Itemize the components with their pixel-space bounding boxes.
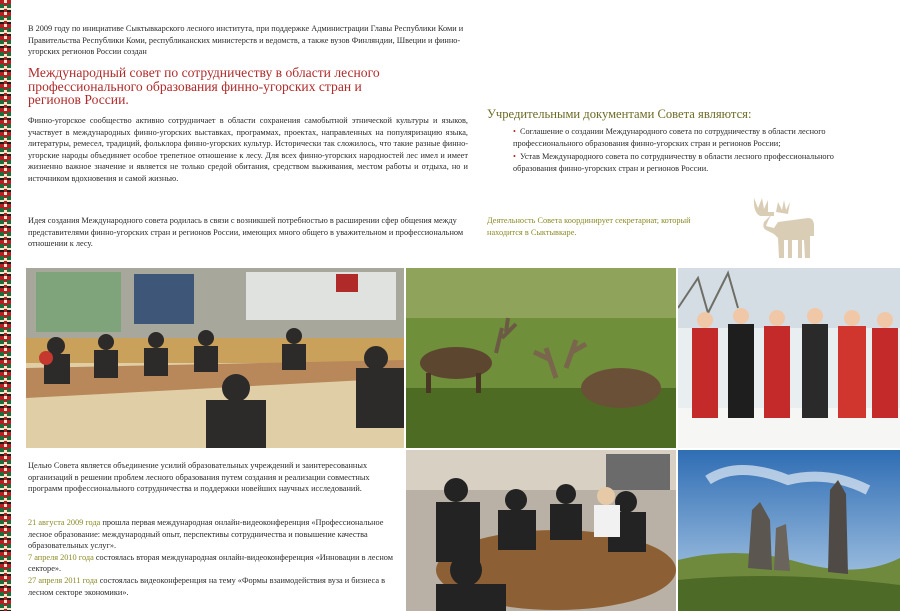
list-item: [28, 517, 403, 552]
goal-text: Целью Совета является объединение усилий образовательных учреждений и заинтересованных организаций в решении проблем лесного образования путем создания и реализации совместных программ профессионального сотрудничества и поддержки новейших научных исследований.: [28, 461, 370, 494]
event-date: 21 августа 2009 года: [28, 518, 101, 527]
photo-folk-ensemble: [678, 268, 900, 448]
photo-reindeer: [406, 268, 676, 448]
event-date: 7 апреля 2010 года: [28, 552, 94, 562]
photo-round-table: [406, 450, 676, 611]
event-text: прошла первая международная онлайн-видеоконференция «Профессиональное лесное образование: международный опыт, перспективы сотрудничества и повышение качества образовательных услуг».: [28, 518, 384, 551]
founding-list: [513, 126, 853, 176]
founding-item-text: Устав Международного совета по сотрудничеству в области лесного профессионального образования финно-угорских стран и регионов России.: [513, 152, 834, 173]
list-item: [513, 151, 853, 174]
founding-heading: Учредительными документами Совета являются:: [487, 107, 752, 121]
list-item: [513, 126, 853, 149]
founding-item-text: Соглашение о создании Международного совета по сотрудничеству в области лесного профессионального образования финно-угорских стран и регионов России;: [513, 127, 826, 148]
body-paragraph-1: Финно-угорское сообщество активно сотрудничает в области сохранения самобытной этнической культуры и языков, участвует в международных финно-угорских выставках, программах, проектах, направленных на популяризацию языка, литературы, ремесел, традиций, фольклора финно-угорских культур. Исторически так сложилось, что такие разные финно-угорские народы объединяет особое трепетное отношение к лесу. Для всех финно-угорских народностей лес имел и имеет жизненно важное значение и является не только средой обитания, средством выживания, местом работы и отдыха, но и источником вдохновения и самой жизнью.: [28, 116, 468, 183]
intro-text: В 2009 году по инициативе Сыктывкарского лесного института, при поддержке Администрации Главы Республики Коми и Правительства Республики Коми, республиканских министерств и ведомств, а также вузов Финляндии, Швеции и финно-угорских регионов России создан: [28, 24, 464, 57]
ornament-border: [0, 0, 11, 611]
body-paragraph-2: Идея создания Международного совета родилась в связи с возникшей потребностью в расширении сфер общения между представителями финно-угорских стран и регионов России, имеющих много общего в уважительном и профессиональном отношении к лесу.: [28, 216, 464, 249]
secretariat-text: Деятельность Совета координирует секретариат, который находится в Сыктывкаре.: [487, 216, 691, 237]
bullet-icon: •: [513, 127, 516, 136]
event-date: 27 апреля 2011 года: [28, 575, 98, 585]
event-text: состоялась вторая международная онлайн-видеоконференция «Инновации в лесном секторе».: [28, 552, 394, 574]
photo-stone-pillars: [678, 450, 900, 611]
event-text: состоялась видеоконференция на тему «Формы взаимодействия вуза и бизнеса в лесном секторе экономики».: [28, 575, 386, 597]
photo-conference-meeting: [26, 268, 404, 448]
list-item: [28, 552, 403, 575]
bullet-icon: •: [513, 152, 516, 162]
events-list: [28, 517, 403, 598]
moose-icon: [744, 192, 826, 262]
council-title: Международный совет по сотрудничеству в области лесного профессионального образования финно-угорских стран и регионов России.: [28, 65, 380, 108]
list-item: [28, 575, 403, 598]
